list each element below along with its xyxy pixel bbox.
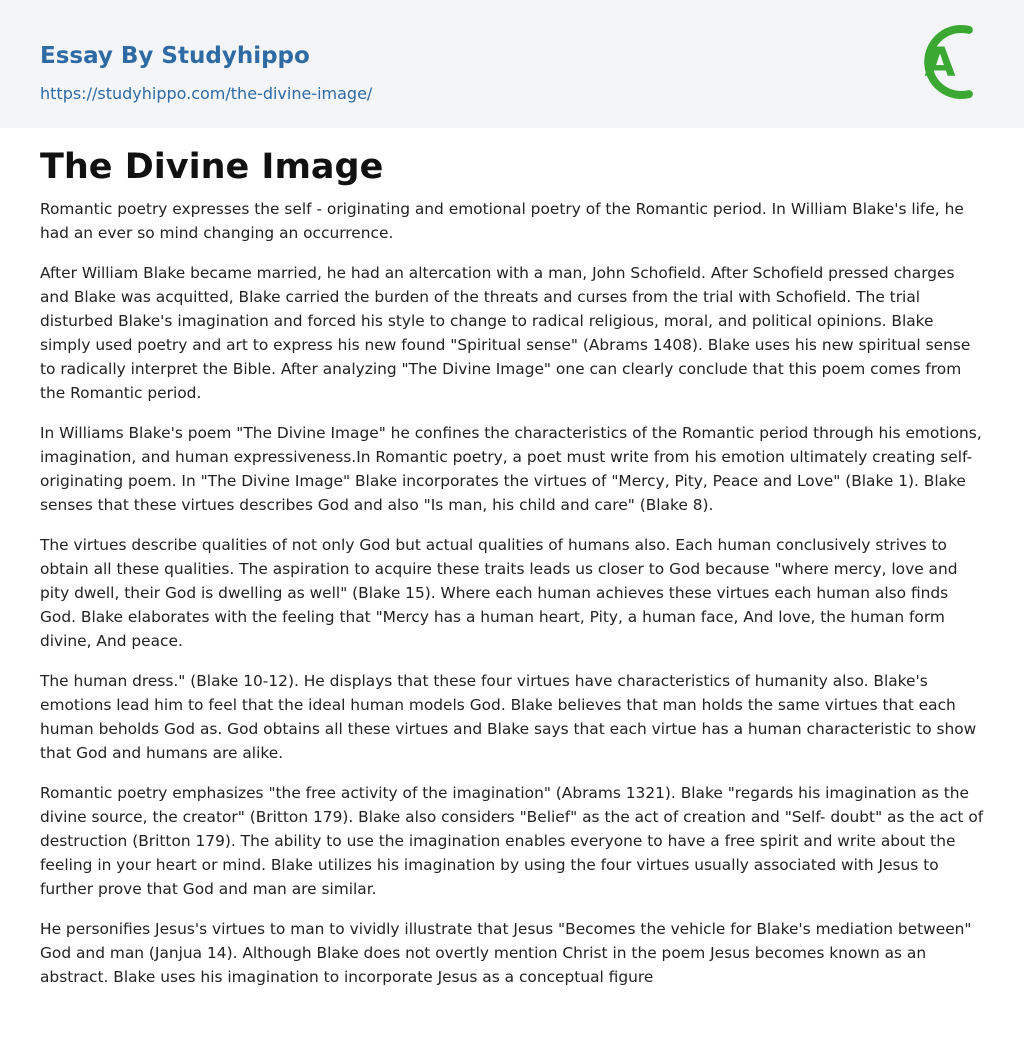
page-header xyxy=(0,0,1024,128)
essay-paragraph: After William Blake became married, he had an altercation with a man, John Schofield. After Schofield pressed charges and Blake was acquitted, Blake carried the burden of the threats and curses from the trial with Schofield. The trial disturbed Blake's imagination and forced his style to change to radical religious, moral, and political opinions. Blake simply used poetry and art to express his new found "Spiritual sense" (Abrams 1408). Blake uses his new spiritual sense to radically interpret the Bible. After analyzing "The Divine Image" one can clearly conclude that this poem comes from the Romantic period. xyxy=(40,264,971,402)
essay-paragraph: He personifies Jesus's virtues to man to vividly illustrate that Jesus "Becomes the vehicle for Blake's mediation between" God and man (Janjua 14). Although Blake does not overtly mention Christ in the poem Jesus becomes known as an abstract. Blake uses his imagination to incorporate Jesus as a conceptual figure xyxy=(40,920,972,986)
logo-letter: A xyxy=(924,40,956,86)
essay-paragraph: Romantic poetry expresses the self - originating and emotional poetry of the Romantic period. In William Blake's life, he had an ever so mind changing an occurrence. xyxy=(40,200,964,242)
essay-paragraph: In Williams Blake's poem "The Divine Image" he confines the characteristics of the Romantic period through his emotions, imagination, and human expressiveness.In Romantic poetry, a poet must write from his emotion ultimately creating self-originating poem. In "The Divine Image" Blake incorporates the virtues of "Mercy, Pity, Peace and Love" (Blake 1). Blake senses that these virtues describes God and also "Is man, his child and care" (Blake 8). xyxy=(40,424,982,514)
essay-paragraph: The virtues describe qualities of not only God but actual qualities of humans also. Each human conclusively strives to obtain all these qualities. The aspiration to acquire these traits leads us closer to God because "where mercy, love and pity dwell, their God is dwelling as well" (Blake 15). Where each human achieves these virtues each human also finds God. Blake elaborates with the feeling that "Mercy has a human heart, Pity, a human face, And love, the human form divine, And peace. xyxy=(40,536,958,650)
essay-title: The Divine Image xyxy=(40,147,384,187)
studyhippo-logo-icon[interactable] xyxy=(910,17,990,107)
essay-paragraph: Romantic poetry emphasizes "the free activity of the imagination" (Abrams 1321). Blake "regards his imagination as the divine source, the creator" (Britton 179). Blake also considers "Belief" as the act of creation and "Self- doubt" as the act of destruction (Britton 179). The ability to use the imagination enables everyone to have a free spirit and write about the feeling in your heart or mind. Blake utilizes his imagination by using the four virtues usually associated with Jesus to further prove that God and man are similar. xyxy=(40,784,984,898)
essay-paragraph: The human dress." (Blake 10-12). He displays that these four virtues have characteristics of humanity also. Blake's emotions lead him to feel that the ideal human models God. Blake believes that man holds the same virtues that each human beholds God as. God obtains all these virtues and Blake says that each virtue has a human characteristic to show that God and humans are alike. xyxy=(40,672,977,762)
brand-title: Essay By Studyhippo xyxy=(40,43,310,69)
essay-content xyxy=(40,143,986,1005)
essay-url-link[interactable]: https://studyhippo.com/the-divine-image/ xyxy=(40,84,373,103)
